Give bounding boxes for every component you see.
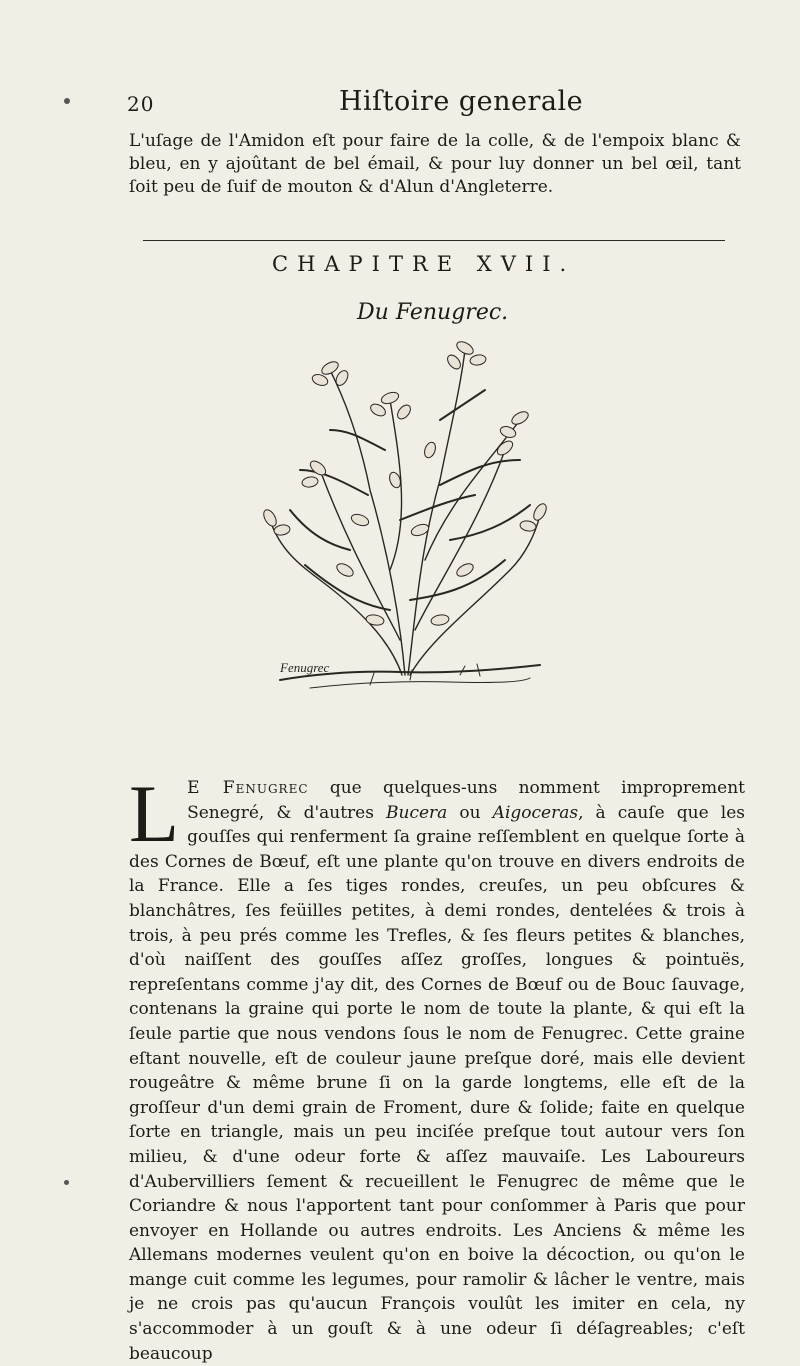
lead-word: E Fenugrec <box>187 778 309 798</box>
page-number: 20 <box>127 92 155 116</box>
intro-paragraph: L'uſage de l'Amidon eſt pour faire de la colle, & de l'empoix blanc & bleu, en y ajoûtant de bel émail, & pour luy donner un bel œil, tant ſoit peu de ſuif de mouton & d'Alun d'Angleterre. <box>129 131 741 197</box>
term-aigoceras: Aigoceras <box>492 802 579 823</box>
chapter-title: CHAPITRE XVII. <box>272 252 576 276</box>
fenugreek-illustration <box>250 320 550 720</box>
figure-caption: Fenugrec <box>280 660 330 675</box>
section-title: Du Fenugrec. <box>357 300 509 325</box>
body-text-1: que quelques-uns nomment improprement Senegré, & d'autres <box>187 778 745 823</box>
body-text-3: , à cauſe que les gouſſes qui renferment ſa graine reſſemblent en quelque ſorte à des Cornes de Bœuf, eſt une plante qu'on trouve en divers endroits de la France. Elle a ſes tiges rondes, creuſes, un peu obſcures & blanchâtres, ſes feüilles petites, à demi rondes, dentelées & trois à trois, à peu prés comme les Trefles, & ſes fleurs petites & blanches, d'où naiſſent des gouſſes aſſez groſſes, longues & pointuës, repreſentans comme j'ay dit, des Cornes de Bœuf ou de Bouc ſauvage, contenans la graine qui porte le nom de toute la plante, & qui eſt la ſeule partie que nous vendons ſous le nom de Fenugrec. Cette graine eſtant nouvelle, eſt de couleur jaune preſque doré, mais elle devient rougeâtre & même brune ſi on la garde longtems, elle eſt de la groſſeur d'un demi grain de Froment, dure & ſolide; faite en quelque ſorte en triangle, mais un peu inciſée preſque tout autour vers ſon milieu, & d'une odeur forte & aſſez mauvaiſe. Les Laboureurs d'Aubervilliers ſement & recueillent le Fenugrec de même que le Coriandre & nous l'apportent tant pour conſommer à Paris que pour envoyer en Hollande ou autres endroits. Les Anciens & même les Allemans modernes veulent qu'on en boive la décoction, ou qu'on le mange cuit comme les legumes, pour ramolir & lâcher le ventre, mais je ne crois pas qu'aucun François voulût les imiter en cela, ny s'accommoder à un gouſt & à une odeur ſi déſagreables; c'eſt beaucoup <box>129 802 745 1364</box>
ink-speck <box>64 98 70 104</box>
body-paragraph <box>129 768 745 1366</box>
drop-cap: L <box>129 768 180 859</box>
running-title: Hiſtoire generale <box>339 86 584 117</box>
body-text-2: ou <box>447 802 493 823</box>
section-divider <box>143 240 725 241</box>
term-bucera: Bucera <box>386 802 448 823</box>
ink-speck <box>64 1180 69 1185</box>
running-head <box>127 86 720 120</box>
